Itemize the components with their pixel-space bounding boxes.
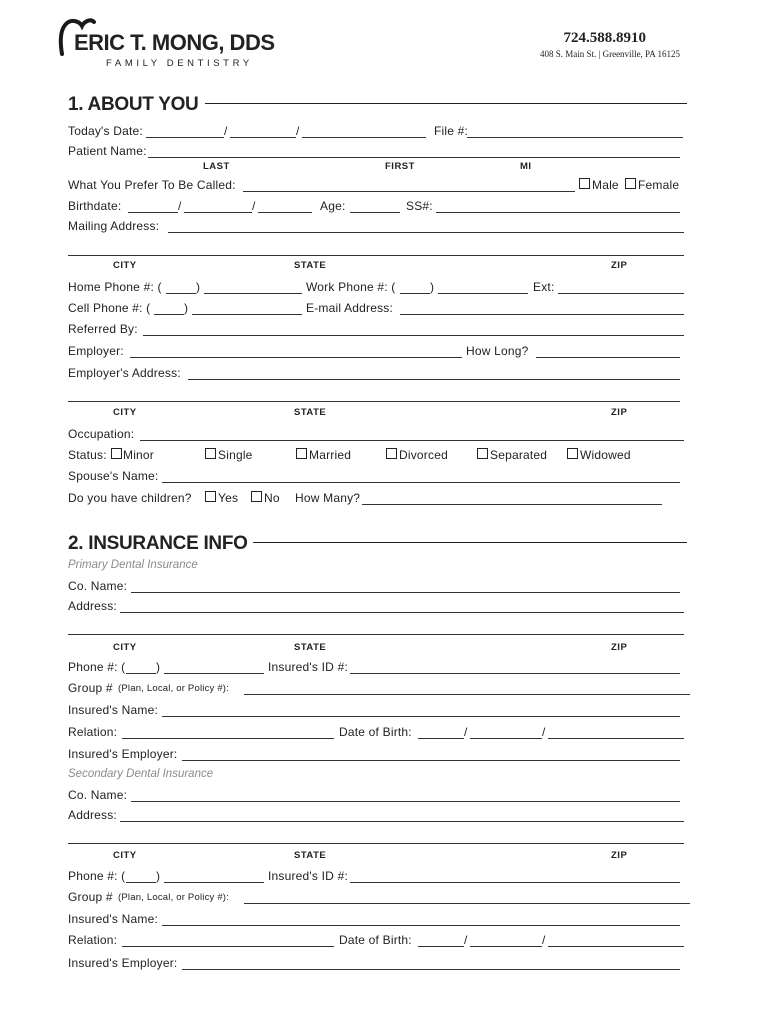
occupation-field[interactable] bbox=[140, 440, 684, 441]
email-label: E-mail Address: bbox=[306, 301, 394, 315]
primary-relation-label: Relation: bbox=[68, 725, 118, 739]
status-minor-checkbox[interactable] bbox=[111, 448, 122, 459]
secondary-zip-caption: ZIP bbox=[611, 850, 628, 861]
secondary-co-name-field[interactable] bbox=[131, 801, 680, 802]
age-label: Age: bbox=[320, 199, 346, 213]
status-divorced-label: Divorced bbox=[399, 448, 448, 462]
how-many-label: How Many? bbox=[295, 491, 361, 505]
prefer-called-label: What You Prefer To Be Called: bbox=[68, 178, 236, 192]
employer-zip-caption: ZIP bbox=[611, 407, 628, 418]
status-married-checkbox[interactable] bbox=[296, 448, 307, 459]
mailing-address-field[interactable] bbox=[168, 232, 684, 233]
primary-relation-field[interactable] bbox=[122, 738, 334, 739]
todays-date-day-field[interactable] bbox=[230, 137, 296, 138]
how-long-label: How Long? bbox=[466, 344, 529, 358]
secondary-dob-label: Date of Birth: bbox=[339, 933, 412, 947]
work-phone-area-field[interactable] bbox=[400, 293, 430, 294]
header bbox=[0, 0, 770, 80]
cell-phone-area-field[interactable] bbox=[154, 314, 184, 315]
practice-name: ERIC T. MONG, DDS bbox=[74, 30, 275, 55]
status-minor-label: Minor bbox=[123, 448, 155, 462]
primary-phone-label: Phone #: ( bbox=[68, 660, 126, 674]
section-insurance-title: 2. INSURANCE INFO bbox=[68, 533, 248, 554]
practice-subtitle: FAMILY DENTISTRY bbox=[106, 58, 253, 69]
referred-by-field[interactable] bbox=[143, 335, 684, 336]
status-widowed-checkbox[interactable] bbox=[567, 448, 578, 459]
file-no-field[interactable] bbox=[467, 137, 683, 138]
female-checkbox[interactable] bbox=[625, 178, 636, 189]
primary-insured-id-field[interactable] bbox=[350, 673, 680, 674]
primary-state-caption: STATE bbox=[294, 642, 327, 653]
status-single-checkbox[interactable] bbox=[205, 448, 216, 459]
secondary-insured-name-field[interactable] bbox=[162, 925, 680, 926]
status-single-label: Single bbox=[218, 448, 253, 462]
primary-dob-month-field[interactable] bbox=[418, 738, 464, 739]
primary-address-field-2[interactable] bbox=[68, 634, 684, 635]
primary-zip-caption: ZIP bbox=[611, 642, 628, 653]
secondary-group-note: (Plan, Local, or Policy #): bbox=[118, 892, 229, 903]
todays-date-month-field[interactable] bbox=[146, 137, 224, 138]
secondary-phone-field[interactable] bbox=[164, 882, 264, 883]
birthdate-year-field[interactable] bbox=[258, 212, 312, 213]
cell-phone-field[interactable] bbox=[192, 314, 302, 315]
age-field[interactable] bbox=[350, 212, 400, 213]
secondary-relation-label: Relation: bbox=[68, 933, 118, 947]
section-about-rule bbox=[205, 103, 687, 104]
patient-name-label: Patient Name: bbox=[68, 144, 147, 158]
secondary-insured-employer-field[interactable] bbox=[182, 969, 680, 970]
male-label: Male bbox=[592, 178, 619, 192]
primary-insured-employer-field[interactable] bbox=[182, 760, 680, 761]
secondary-state-caption: STATE bbox=[294, 850, 327, 861]
children-no-checkbox[interactable] bbox=[251, 491, 262, 502]
male-checkbox[interactable] bbox=[579, 178, 590, 189]
secondary-insured-id-field[interactable] bbox=[350, 882, 680, 883]
referred-by-label: Referred By: bbox=[68, 322, 138, 336]
children-no-label: No bbox=[264, 491, 280, 505]
section-insurance-rule bbox=[253, 542, 687, 543]
employer-address-field[interactable] bbox=[188, 379, 680, 380]
primary-address-label: Address: bbox=[68, 599, 117, 613]
primary-insured-id-label: Insured's ID #: bbox=[268, 660, 348, 674]
primary-phone-area-field[interactable] bbox=[126, 673, 156, 674]
status-separated-label: Separated bbox=[490, 448, 548, 462]
employer-address-field-2[interactable] bbox=[68, 401, 680, 402]
secondary-co-name-label: Co. Name: bbox=[68, 788, 128, 802]
secondary-group-field[interactable] bbox=[244, 903, 690, 904]
primary-group-label: Group # bbox=[68, 681, 113, 695]
practice-address: 408 S. Main St. | Greenville, PA 16125 bbox=[540, 49, 680, 59]
primary-co-name-field[interactable] bbox=[131, 592, 680, 593]
patient-mi-caption: MI bbox=[520, 161, 532, 172]
mailing-city-caption: CITY bbox=[113, 260, 137, 271]
home-phone-label: Home Phone #: ( bbox=[68, 280, 162, 294]
primary-insured-name-label: Insured's Name: bbox=[68, 703, 158, 717]
mailing-state-caption: STATE bbox=[294, 260, 327, 271]
patient-last-caption: LAST bbox=[203, 161, 230, 172]
secondary-phone-area-field[interactable] bbox=[126, 882, 156, 883]
todays-date-label: Today's Date: bbox=[68, 124, 143, 138]
email-field[interactable] bbox=[400, 314, 684, 315]
children-question: Do you have children? bbox=[68, 491, 192, 505]
spouse-name-label: Spouse's Name: bbox=[68, 469, 159, 483]
ss-field[interactable] bbox=[436, 212, 680, 213]
secondary-phone-label: Phone #: ( bbox=[68, 869, 126, 883]
work-phone-field[interactable] bbox=[438, 293, 528, 294]
secondary-insured-employer-label: Insured's Employer: bbox=[68, 956, 178, 970]
children-yes-checkbox[interactable] bbox=[205, 491, 216, 502]
primary-dob-day-field[interactable] bbox=[470, 738, 542, 739]
cell-phone-label: Cell Phone #: ( bbox=[68, 301, 151, 315]
section-about-title: 1. ABOUT YOU bbox=[68, 94, 199, 115]
secondary-insured-name-label: Insured's Name: bbox=[68, 912, 158, 926]
primary-co-name-label: Co. Name: bbox=[68, 579, 128, 593]
status-divorced-checkbox[interactable] bbox=[386, 448, 397, 459]
ext-field[interactable] bbox=[558, 293, 684, 294]
practice-phone: 724.588.8910 bbox=[563, 30, 646, 46]
home-phone-area-field[interactable] bbox=[166, 293, 196, 294]
employer-field[interactable] bbox=[130, 357, 462, 358]
mailing-address-label: Mailing Address: bbox=[68, 219, 160, 233]
primary-insured-name-field[interactable] bbox=[162, 716, 680, 717]
secondary-group-label: Group # bbox=[68, 890, 113, 904]
status-separated-checkbox[interactable] bbox=[477, 448, 488, 459]
secondary-relation-field[interactable] bbox=[122, 946, 334, 947]
primary-insured-employer-label: Insured's Employer: bbox=[68, 747, 178, 761]
work-phone-label: Work Phone #: ( bbox=[306, 280, 396, 294]
birthdate-day-field[interactable] bbox=[184, 212, 252, 213]
how-many-field[interactable] bbox=[362, 504, 662, 505]
employer-city-caption: CITY bbox=[113, 407, 137, 418]
mailing-zip-caption: ZIP bbox=[611, 260, 628, 271]
primary-group-note: (Plan, Local, or Policy #): bbox=[118, 683, 229, 694]
todays-date-year-field[interactable] bbox=[302, 137, 426, 138]
primary-dob-year-field[interactable] bbox=[548, 738, 684, 739]
secondary-city-caption: CITY bbox=[113, 850, 137, 861]
primary-group-field[interactable] bbox=[244, 694, 690, 695]
primary-city-caption: CITY bbox=[113, 642, 137, 653]
ext-label: Ext: bbox=[533, 280, 555, 294]
patient-name-field[interactable] bbox=[148, 157, 680, 158]
female-label: Female bbox=[638, 178, 680, 192]
primary-address-field[interactable] bbox=[120, 612, 684, 613]
file-no-label: File #: bbox=[434, 124, 469, 138]
how-long-field[interactable] bbox=[536, 357, 680, 358]
prefer-called-field[interactable] bbox=[243, 191, 575, 192]
employer-state-caption: STATE bbox=[294, 407, 327, 418]
status-label: Status: bbox=[68, 448, 107, 462]
mailing-address-field-2[interactable] bbox=[68, 255, 684, 256]
secondary-insurance-heading: Secondary Dental Insurance bbox=[68, 768, 214, 780]
secondary-dob-year-field[interactable] bbox=[548, 946, 684, 947]
primary-insurance-heading: Primary Dental Insurance bbox=[68, 559, 198, 571]
birthdate-label: Birthdate: bbox=[68, 199, 122, 213]
home-phone-field[interactable] bbox=[204, 293, 302, 294]
status-married-label: Married bbox=[309, 448, 352, 462]
birthdate-month-field[interactable] bbox=[128, 212, 178, 213]
employer-address-label: Employer's Address: bbox=[68, 366, 181, 380]
occupation-label: Occupation: bbox=[68, 427, 135, 441]
secondary-insured-id-label: Insured's ID #: bbox=[268, 869, 348, 883]
secondary-dob-month-field[interactable] bbox=[418, 946, 464, 947]
secondary-dob-day-field[interactable] bbox=[470, 946, 542, 947]
ss-label: SS#: bbox=[406, 199, 433, 213]
status-widowed-label: Widowed bbox=[580, 448, 631, 462]
primary-dob-label: Date of Birth: bbox=[339, 725, 412, 739]
secondary-address-field[interactable] bbox=[120, 821, 684, 822]
secondary-address-field-2[interactable] bbox=[68, 843, 684, 844]
patient-first-caption: FIRST bbox=[385, 161, 415, 172]
children-yes-label: Yes bbox=[218, 491, 239, 505]
secondary-address-label: Address: bbox=[68, 808, 117, 822]
primary-phone-field[interactable] bbox=[164, 673, 264, 674]
spouse-name-field[interactable] bbox=[162, 482, 680, 483]
employer-label: Employer: bbox=[68, 344, 124, 358]
